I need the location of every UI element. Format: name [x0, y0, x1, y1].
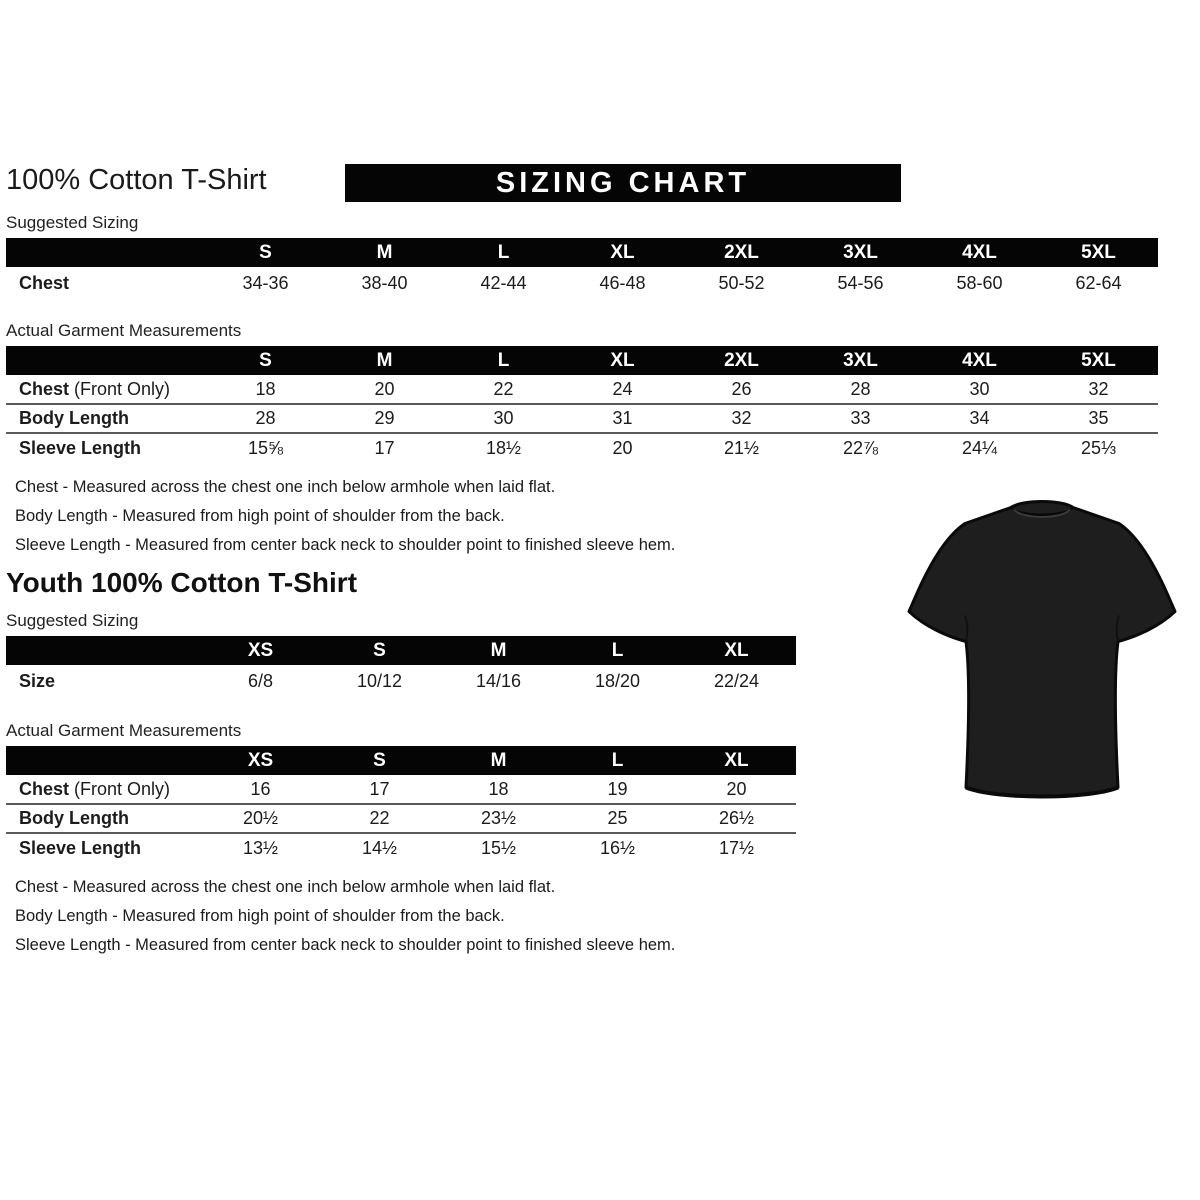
cell: 23½	[480, 808, 517, 828]
cell: 24	[612, 378, 633, 399]
table-row-sleeve-length	[6, 433, 1158, 462]
size-col-header: 4XL	[920, 238, 1039, 267]
cell: 19	[607, 778, 628, 799]
size-col-header: XL	[677, 746, 796, 775]
cell: 22⅞	[842, 437, 879, 458]
note-body-length: Body Length - Measured from high point of shoulder from the back.	[15, 507, 505, 525]
cell: 28	[255, 408, 276, 428]
cell: 58-60	[956, 272, 1003, 293]
cell: 32	[1088, 378, 1109, 399]
cell: 26	[731, 378, 752, 399]
row-label-body-length: Body Length	[19, 808, 129, 828]
adult-measurements-table	[6, 346, 1158, 462]
cell: 10/12	[356, 670, 403, 691]
youth-actual-measurements-label: Actual Garment Measurements	[6, 721, 242, 740]
tshirt-product-image	[892, 486, 1192, 804]
cell: 20	[374, 378, 395, 399]
cell: 13½	[242, 837, 279, 858]
table-header-row	[6, 636, 796, 665]
cell: 54-56	[837, 272, 884, 293]
cell: 16	[250, 778, 271, 799]
cell: 50-52	[718, 272, 765, 293]
table-row-chest	[6, 775, 796, 804]
cell: 20	[612, 437, 633, 458]
size-col-header: S	[320, 746, 439, 775]
table-row-body-length	[6, 404, 1158, 433]
empty-corner-cell	[6, 238, 206, 267]
cell: 32	[731, 408, 752, 428]
cell: 38-40	[361, 272, 408, 293]
cell: 35	[1088, 408, 1109, 428]
size-col-header: 2XL	[682, 238, 801, 267]
adult-actual-measurements-label: Actual Garment Measurements	[6, 321, 242, 340]
cell: 18/20	[594, 670, 641, 691]
cell: 29	[374, 408, 395, 428]
note-sleeve-length: Sleeve Length - Measured from center back neck to shoulder point to finished sleeve hem.	[15, 936, 676, 954]
table-row-size	[6, 665, 796, 697]
cell: 18	[255, 378, 276, 399]
cell: 17½	[718, 837, 755, 858]
cell: 62-64	[1075, 272, 1122, 293]
size-col-header: L	[444, 238, 563, 267]
tshirt-body	[909, 502, 1175, 797]
size-col-header: S	[320, 636, 439, 665]
cell: 17	[374, 437, 395, 458]
cell: 16½	[599, 837, 636, 858]
cell: 6/8	[247, 670, 274, 691]
size-col-header: 3XL	[801, 238, 920, 267]
note-sleeve-length: Sleeve Length - Measured from center back neck to shoulder point to finished sleeve hem.	[15, 536, 676, 554]
youth-measurements-table	[6, 746, 796, 862]
header-row	[6, 164, 1194, 206]
size-col-header: L	[444, 346, 563, 375]
page-title: 100% Cotton T-Shirt	[6, 164, 267, 196]
cell: 14½	[361, 837, 398, 858]
size-col-header: XL	[563, 346, 682, 375]
table-row-chest	[6, 375, 1158, 404]
cell: 30	[493, 408, 514, 428]
cell: 18	[488, 778, 509, 799]
cell: 15⅝	[247, 437, 284, 458]
note-body-length: Body Length - Measured from high point of shoulder from the back.	[15, 907, 505, 925]
size-col-header: XL	[563, 238, 682, 267]
row-label-size: Size	[19, 670, 56, 691]
cell: 42-44	[480, 272, 527, 293]
table-row-sleeve-length	[6, 833, 796, 862]
size-col-header: 3XL	[801, 346, 920, 375]
row-label-body-length: Body Length	[19, 408, 129, 428]
size-col-header: XS	[201, 746, 320, 775]
cell: 22	[369, 808, 390, 828]
cell: 46-48	[599, 272, 646, 293]
cell: 25	[607, 808, 628, 828]
cell: 21½	[723, 437, 760, 458]
size-col-header: 5XL	[1039, 238, 1158, 267]
size-col-header: S	[206, 238, 325, 267]
size-col-header: S	[206, 346, 325, 375]
size-col-header: 5XL	[1039, 346, 1158, 375]
adult-suggested-sizing-table	[6, 238, 1158, 299]
size-col-header: M	[325, 346, 444, 375]
cell: 22/24	[713, 670, 760, 691]
tshirt-illustration	[892, 486, 1192, 804]
size-col-header: L	[558, 636, 677, 665]
cell: 25⅓	[1080, 437, 1117, 458]
youth-suggested-sizing-table	[6, 636, 796, 697]
cell: 17	[369, 778, 390, 799]
row-label-sleeve-length: Sleeve Length	[19, 437, 142, 458]
cell: 31	[612, 408, 633, 428]
cell: 20½	[242, 808, 279, 828]
cell: 24¼	[961, 437, 998, 458]
table-header-row	[6, 346, 1158, 375]
cell: 34	[969, 408, 990, 428]
table-header-row	[6, 238, 1158, 267]
size-col-header: M	[325, 238, 444, 267]
size-col-header: XS	[201, 636, 320, 665]
row-label-suffix: (Front Only)	[74, 778, 171, 799]
youth-suggested-sizing-label: Suggested Sizing	[6, 611, 139, 630]
cell: 26½	[718, 808, 755, 828]
cell: 18½	[485, 437, 522, 458]
youth-measurement-notes	[6, 878, 1194, 955]
cell: 28	[850, 378, 871, 399]
size-col-header: 2XL	[682, 346, 801, 375]
table-header-row	[6, 746, 796, 775]
cell: 20	[726, 778, 747, 799]
row-label-suffix: (Front Only)	[74, 378, 171, 399]
adult-suggested-sizing-label: Suggested Sizing	[6, 213, 139, 232]
cell: 14/16	[475, 670, 522, 691]
row-label-chest	[6, 775, 201, 804]
cell: 34-36	[242, 272, 289, 293]
table-row	[6, 267, 1158, 299]
row-label-sleeve-length: Sleeve Length	[19, 837, 142, 858]
cell: 33	[850, 408, 871, 428]
empty-corner-cell	[6, 636, 201, 665]
cell: 15½	[480, 837, 517, 858]
row-label-chest: Chest	[19, 272, 70, 293]
size-col-header: 4XL	[920, 346, 1039, 375]
cell: 30	[969, 378, 990, 399]
note-chest: Chest - Measured across the chest one inch below armhole when laid flat.	[15, 878, 556, 896]
table-row-body-length	[6, 804, 796, 833]
cell: 22	[493, 378, 514, 399]
size-col-header: M	[439, 636, 558, 665]
row-label-text: Chest	[19, 778, 70, 799]
row-label-chest	[6, 375, 206, 404]
empty-corner-cell	[6, 746, 201, 775]
size-col-header: M	[439, 746, 558, 775]
youth-section-title: Youth 100% Cotton T-Shirt	[6, 567, 358, 598]
empty-corner-cell	[6, 346, 206, 375]
size-col-header: L	[558, 746, 677, 775]
row-label-text: Chest	[19, 378, 70, 399]
size-col-header: XL	[677, 636, 796, 665]
note-chest: Chest - Measured across the chest one inch below armhole when laid flat.	[15, 478, 556, 496]
sizing-chart-banner: SIZING CHART	[345, 164, 901, 202]
